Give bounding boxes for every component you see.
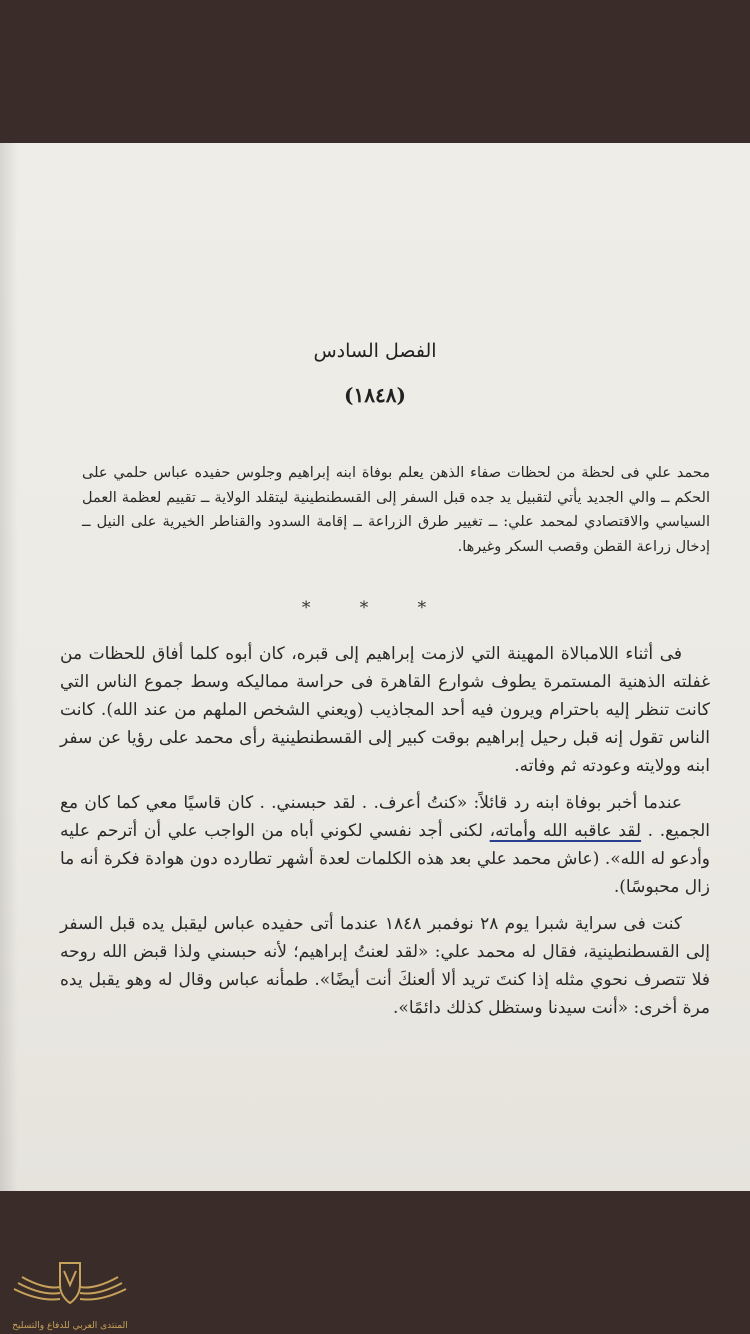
paragraph-1: فى أثناء اللامبالاة المهينة التي لازمت إبراهيم إلى قبره، كان أبوه كلما أفاق للحظات من غفلته الذهنية المستمرة يطوف شوارع القاهرة فى حراسة مماليكه وسط جموع الناس التي كانت تنظر إليه باحترام ويرون فيه أحد المجاذيب (ويعني الشخص الملهم من عند الله). كانت الناس تقول إنه قبل رحيل إبراهيم بوقت كبير إلى القسطنطينية رأى محمد على رؤيا عن سفر ابنه وولايته وعودته ثم وفاته. [60, 644, 710, 776]
chapter-title: الفصل السادس [313, 340, 437, 362]
paragraph-3: كنت فى سراية شبرا يوم ٢٨ نوفمبر ١٨٤٨ عندما أتى حفيده عباس ليقبل يده قبل السفر إلى القسطنطينية، فقال له محمد علي: «لقد لعنتُ إبراهيم؛ لأنه حبسني ولذا قبض الله روحه فلا تتصرف نحوي مثله إذا كنتَ تريد ألا ألعنكَ أنت أيضًا». طمأنه عباس وقال له وهو يقبل يده مرة أخرى: «أنت سيدنا وستظل كذلك دائمًا». [60, 914, 710, 1018]
forum-watermark [0, 1255, 140, 1334]
underlined-phrase: لقد عاقبه الله وأماته، [489, 821, 642, 841]
chapter-summary: محمد علي فى لحظة من لحظات صفاء الذهن يعلم بوفاة ابنه إبراهيم وجلوس حفيده عباس حلمي على الحكم ــ والي الجديد يأتي لتقبيل يد جده قبل السفر إلى القسطنطينية ليتقلد الولاية ــ تقييم لعظمة العمل السياسي والاقتصادي لمحمد علي: ــ تغيير طرق الزراعة ــ إقامة السدود والقناطر الخيرية على النيل ــ إدخال زراعة القطن وقصب السكر وغيرها. [82, 465, 710, 555]
chapter-year: (١٨٤٨) [344, 383, 406, 407]
watermark-text: المنتدى العربي للدفاع والتسليح [12, 1321, 128, 1331]
paragraph-2-start: عندما أخبر بوفاة ابنه رد قائلاً: «كنتُ أعرف. . لقد حبسني. . كان قاسيًا معي كما كان مع الجميع. . [60, 793, 710, 841]
paragraph-2 [60, 789, 710, 901]
section-separator: * * * [301, 598, 449, 618]
paragraph-2-end: لكنى أجد نفسي لكوني أباه من الواجب علي أن أترحم عليه وأدعو له الله». (عاش محمد علي بعد هذه الكلمات لعدة أشهر تطارده دون هوادة فكرة أنه ما زال محبوسًا). [60, 821, 710, 897]
chapter-body [60, 640, 710, 1031]
shield-wings-logo-icon [8, 1255, 132, 1321]
book-page [0, 143, 750, 1191]
